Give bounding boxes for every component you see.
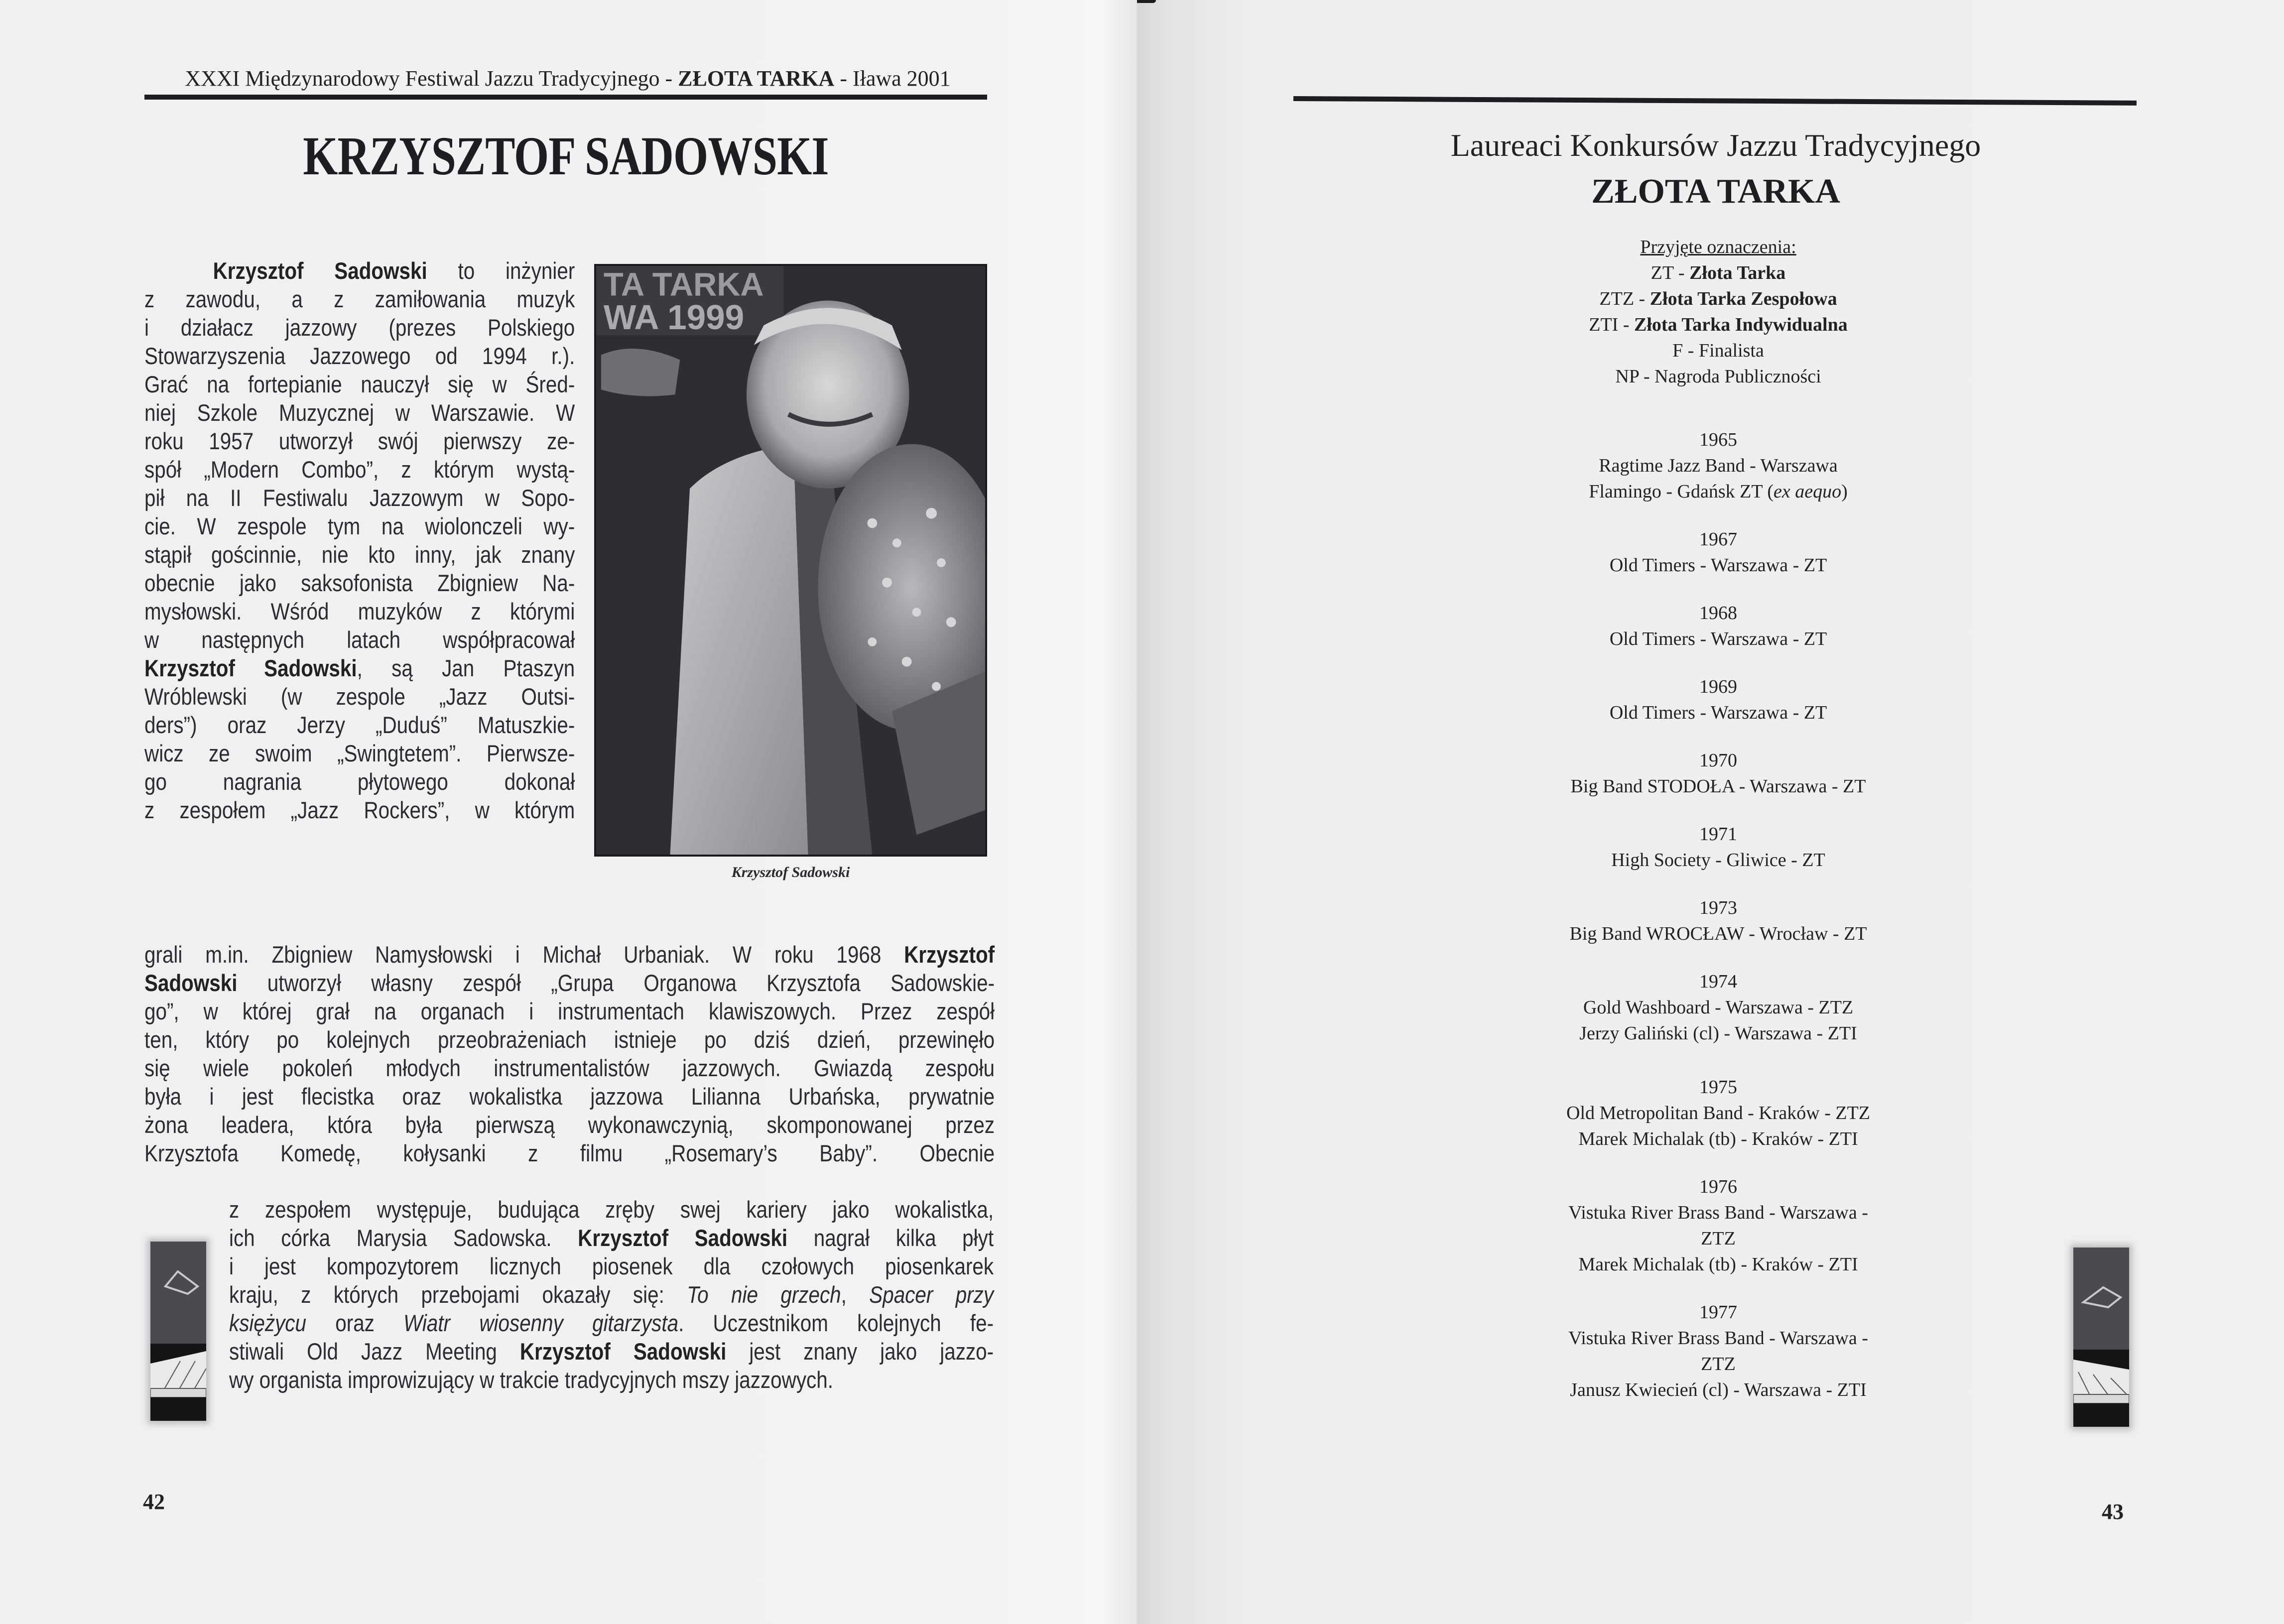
text-line (144, 1054, 995, 1082)
winner-entry: Janusz Kwiecień (cl) - Warszawa - ZTI (1570, 1379, 1867, 1400)
text-line (144, 370, 575, 398)
winner-entry: Old Timers - Warszawa - ZT (1609, 628, 1827, 649)
year-heading: 1965 (1699, 429, 1737, 450)
text-run: spół „Modern Combo”, z którym wystą- (144, 456, 575, 483)
text-line (144, 796, 575, 824)
text-line (144, 1082, 995, 1111)
text-run: niej Szkole Muzycznej w Warszawie. W (144, 399, 575, 426)
text-line (144, 654, 575, 682)
bold-name: Krzysztof Sadowski (578, 1225, 788, 1251)
laureates-subtitle: ZŁOTA TARKA (1591, 172, 1840, 211)
text-run: Grać na fortepianie nauczył się w Śred- (144, 371, 575, 397)
banner-text-1: TA TARKA (603, 266, 764, 303)
text-line (144, 767, 575, 796)
text-line (229, 1366, 994, 1394)
text-line (229, 1252, 994, 1280)
legend-label: Złota Tarka Zespołowa (1650, 288, 1837, 309)
year-block-1970 (1419, 748, 2017, 799)
text-run: obecnie jako saksofonista Zbigniew Na- (144, 570, 575, 596)
italic-note: ex aequo (1774, 481, 1842, 502)
year-block-1971 (1419, 821, 2017, 873)
page-number-right: 43 (2102, 1499, 2124, 1524)
legend-label: Złota Tarka Indywidualna (1634, 314, 1848, 335)
winner-entry: Ragtime Jazz Band - Warszawa (1599, 455, 1838, 476)
text-line (144, 342, 575, 370)
text-run: w następnych latach współpracował (144, 626, 575, 653)
page-number-left: 42 (143, 1490, 165, 1514)
text-run: ) (1841, 481, 1848, 502)
legend-label: Złota Tarka (1689, 262, 1786, 283)
legend-item (1419, 286, 2017, 312)
text-run: była i jest flecistka oraz wokalistka jazzowa Lilianna Urbańska, prywatnie (144, 1083, 995, 1110)
year-block-1975 (1419, 1074, 2017, 1152)
piano-decoration-left (150, 1242, 206, 1421)
year-block-1974 (1419, 969, 2017, 1046)
winner-entry: Gold Washboard - Warszawa - ZTZ (1583, 997, 1854, 1018)
year-heading: 1969 (1699, 676, 1737, 697)
text-run: ders”) oraz Jerzy „Duduś” Matuszkie- (144, 712, 575, 738)
text-line (144, 313, 575, 342)
winner-entry: Old Metropolitan Band - Kraków - ZTZ (1566, 1103, 1870, 1124)
year-heading: 1967 (1699, 529, 1737, 550)
text-line (229, 1309, 994, 1337)
text-line (144, 940, 995, 969)
running-header-festival: ZŁOTA TARKA (678, 66, 835, 91)
text-run: . Uczestnikom kolejnych fe- (678, 1310, 994, 1336)
portrait-photo-image (596, 266, 985, 855)
year-heading: 1970 (1699, 750, 1737, 771)
text-run: go nagrania płytowego dokonał (144, 768, 575, 795)
winner-entry: Jerzy Galiński (cl) - Warszawa - ZTI (1579, 1023, 1857, 1044)
text-run: ten, który po kolejnych przeobrażeniach istnieje po dziś dzień, przewinęło (144, 1026, 995, 1053)
text-run: Wróblewski (w zespole „Jazz Outsi- (144, 683, 575, 710)
winner-entry: Old Timers - Warszawa - ZT (1609, 555, 1827, 576)
text-run: wy organista improwizujący w trakcie tradycyjnych mszy jazzowych. (229, 1367, 833, 1393)
text-run: kraju, z których przebojami okazały się: (229, 1281, 687, 1308)
text-line (144, 540, 575, 569)
text-line (144, 997, 995, 1025)
year-heading: 1975 (1699, 1077, 1737, 1098)
winner-entry: High Society - Gliwice - ZT (1611, 850, 1825, 871)
text-line (144, 256, 575, 285)
text-run: cie. W zespole tym na wiolonczeli wy- (144, 513, 575, 539)
running-header (144, 66, 991, 91)
year-block-1976 (1419, 1174, 2017, 1277)
text-run: , są Jan Ptaszyn (357, 655, 575, 681)
year-block-1967 (1419, 526, 2017, 578)
year-heading: 1971 (1699, 824, 1737, 845)
header-rule-left (144, 95, 987, 100)
italic-title: księżycu (229, 1310, 307, 1336)
winner-entry: Big Band STODOŁA - Warszawa - ZT (1570, 776, 1866, 797)
piano-decoration-right (2073, 1248, 2129, 1427)
article-text-narrow-column (144, 256, 575, 824)
legend-item (1419, 338, 2017, 364)
text-run: z zawodu, a z zamiłowania muzyk (144, 286, 575, 312)
text-run: Flamingo - Gdańsk ZT ( (1589, 481, 1774, 502)
text-run: stąpił gościnnie, nie kto inny, jak znany (144, 541, 575, 568)
article-title: KRZYSZTOF SADOWSKI (303, 125, 829, 186)
winners-list (1419, 427, 2017, 1425)
legend-code: F - (1672, 340, 1699, 361)
legend-item (1419, 364, 2017, 389)
text-line (229, 1195, 994, 1224)
text-run: z zespołem występuje, budująca zręby swej kariery jako wokalistka, (229, 1196, 994, 1223)
year-heading: 1976 (1699, 1176, 1737, 1197)
running-header-suffix: - Iława 2001 (834, 66, 951, 91)
photo-caption: Krzysztof Sadowski (731, 864, 850, 880)
bold-name: Krzysztof Sadowski (519, 1338, 727, 1365)
text-line (144, 285, 575, 313)
text-run: jest znany jako jazzo- (726, 1338, 994, 1365)
text-run: wicz ze swoim „Swingtetem”. Pierwsze- (144, 740, 575, 766)
legend-label: Finalista (1698, 340, 1764, 361)
text-run: i jest kompozytorem licznych piosenek dla czołowych piosenkarek (229, 1253, 994, 1279)
bold-name: Krzysztof (904, 941, 995, 968)
legend-item (1419, 312, 2017, 338)
text-run: to inżynier (427, 257, 575, 284)
text-run: z zespołem „Jazz Rockers”, w którym (144, 797, 575, 823)
text-line (229, 1337, 994, 1366)
text-line (229, 1224, 994, 1252)
text-run: Krzysztofa Komedę, kołysanki z filmu „Rosemary’s Baby”. Obecnie (144, 1140, 995, 1166)
text-line (229, 1280, 994, 1309)
running-header-prefix: XXXI Międzynarodowy Festiwal Jazzu Tradycyjnego - (185, 66, 678, 91)
text-line (144, 711, 575, 739)
text-line (144, 455, 575, 484)
piano-keys-icon (150, 1242, 206, 1421)
winner-entry: ZTZ (1701, 1354, 1736, 1374)
text-line (144, 1025, 995, 1054)
text-line (144, 597, 575, 625)
year-block-1968 (1419, 600, 2017, 652)
text-run: mysłowski. Wśród muzyków z którymi (144, 598, 575, 625)
year-block-1977 (1419, 1299, 2017, 1403)
legend-code: NP - (1615, 366, 1655, 387)
bold-name: Krzysztof Sadowski (213, 257, 427, 284)
text-run: oraz (306, 1310, 404, 1336)
spine-shadow (1137, 0, 1156, 3)
text-line (144, 398, 575, 427)
text-run: ich córka Marysia Sadowska. (229, 1225, 578, 1251)
text-run: pił na II Festiwalu Jazzowym w Sopo- (144, 485, 575, 511)
legend-label: Nagroda Publiczności (1654, 366, 1821, 387)
text-line (144, 682, 575, 711)
text-line (144, 1111, 995, 1139)
piano-keys-icon (2073, 1248, 2129, 1427)
portrait-photo (594, 264, 987, 857)
text-line (144, 512, 575, 540)
article-text-wide-column (144, 940, 995, 1167)
text-line (144, 569, 575, 597)
italic-title: Spacer przy (869, 1281, 994, 1308)
legend-code: ZT - (1650, 262, 1690, 283)
winner-entry: ZTZ (1701, 1228, 1736, 1249)
legend-title: Przyjęte oznaczenia: (1640, 237, 1796, 257)
year-heading: 1977 (1699, 1302, 1737, 1323)
text-line (144, 739, 575, 767)
text-run: utworzył własny zespół „Grupa Organowa Krzysztofa Sadowskie- (237, 970, 995, 996)
text-run: roku 1957 utworzył swój pierwszy ze- (144, 428, 575, 454)
text-run: żona leadera, która była pierwszą wykonawczynią, skomponowanej przez (144, 1112, 995, 1138)
legend-code: ZTI - (1589, 314, 1634, 335)
text-line (144, 484, 575, 512)
text-line (144, 427, 575, 455)
winner-entry: Vistuka River Brass Band - Warszawa - (1568, 1202, 1868, 1223)
legend-code: ZTZ - (1599, 288, 1650, 309)
legend-item (1419, 260, 2017, 286)
italic-title: To nie grzech (687, 1281, 841, 1308)
year-block-1965 (1419, 427, 2017, 504)
winner-entry: Marek Michalak (tb) - Kraków - ZTI (1578, 1254, 1858, 1275)
winner-entry: Old Timers - Warszawa - ZT (1609, 702, 1827, 723)
laureates-title: Laureaci Konkursów Jazzu Tradycyjnego (1450, 127, 1981, 163)
text-run: stiwali Old Jazz Meeting (229, 1338, 520, 1365)
winner-entry: Marek Michalak (tb) - Kraków - ZTI (1578, 1128, 1858, 1149)
year-block-1969 (1419, 674, 2017, 726)
text-run: , (841, 1281, 870, 1308)
winner-entry: Big Band WROCŁAW - Wrocław - ZT (1569, 923, 1867, 944)
text-run: nagrał kilka płyt (787, 1225, 994, 1251)
winner-entry (1419, 479, 2017, 504)
abbreviation-legend (1419, 234, 2017, 389)
winner-entry: Vistuka River Brass Band - Warszawa - (1568, 1328, 1868, 1349)
year-block-1973 (1419, 895, 2017, 947)
text-line (144, 625, 575, 654)
text-run: Stowarzyszenia Jazzowego od 1994 r.). (144, 343, 575, 369)
bold-name: Sadowski (144, 970, 238, 996)
text-run: grali m.in. Zbigniew Namysłowski i Michał Urbaniak. W roku 1968 (144, 941, 904, 968)
text-run: i działacz jazzowy (prezes Polskiego (144, 314, 575, 341)
article-text-indented-column (229, 1195, 994, 1394)
legend-items (1419, 260, 2017, 389)
text-run: go”, w której grał na organach i instrumentach klawiszowych. Przez zespół (144, 998, 995, 1024)
text-run: się wiele pokoleń młodych instrumentalistów jazzowych. Gwiazdą zespołu (144, 1055, 995, 1081)
bold-name: Krzysztof Sadowski (144, 655, 357, 681)
text-line (144, 1139, 995, 1167)
year-heading: 1968 (1699, 603, 1737, 624)
italic-title: Wiatr wiosenny gitarzysta (403, 1310, 679, 1336)
year-heading: 1973 (1699, 897, 1737, 918)
year-heading: 1974 (1699, 971, 1737, 992)
banner-text-2: WA 1999 (603, 298, 745, 337)
text-line (144, 969, 995, 997)
